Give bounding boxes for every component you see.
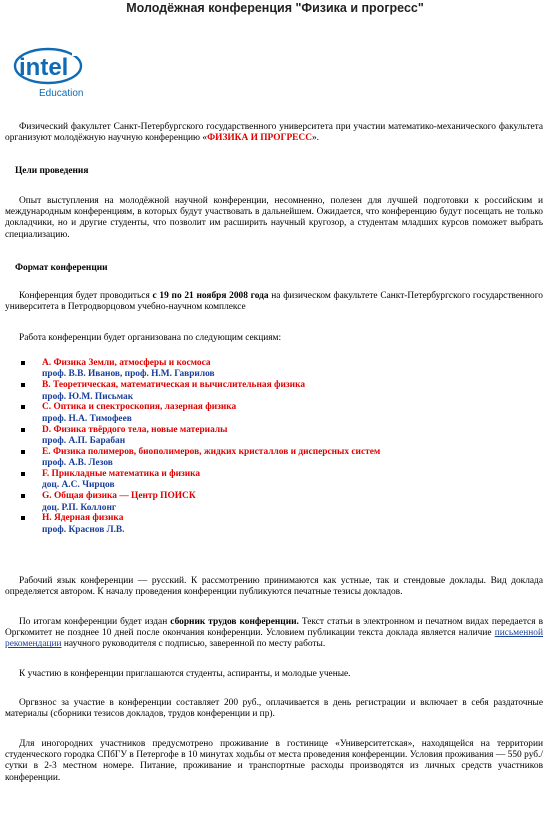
recommendation-link[interactable]: письменной рекомендации <box>5 628 543 650</box>
section-item: B. Теоретическая, математическая и вычислительная физика проф. Ю.М. Письмак <box>20 380 380 402</box>
invite-paragraph: К участию в конференции приглашаются студенты, аспиранты, и молодые ученые. <box>19 669 351 679</box>
format-heading: Формат конференции <box>15 263 108 273</box>
sections-list <box>20 358 380 536</box>
fee-paragraph: Оргвзнос за участие в конференции составляет 200 руб., оплачивается в день регистрации и включает в себя раздаточные материалы (сборники тезисов докладов, трудов конференции и пр). <box>5 698 543 720</box>
intel-education-logo <box>12 46 90 98</box>
svg-text:intel: intel <box>19 54 69 81</box>
proceedings-paragraph: По итогам конференции будет издан сборник трудов конференции. Текст статьи в электронном и печатном видах передается в Оргкомитет не позднее 10 дней после окончания конференции. Условием публикации текста доклада является наличие письменной рекомендации научного руководителя с подписью, заверенной по месту работы. <box>5 617 543 650</box>
section-item: D. Физика твёрдого тела, новые материалы проф. А.П. Барабан <box>20 425 380 447</box>
conference-name: ФИЗИКА И ПРОГРЕСС <box>207 133 312 144</box>
housing-paragraph: Для иногородних участников предусмотрено проживание в гостинице «Университетская», находящейся на территории студенческого городка СПбГУ в Петергофе в 10 минутах ходьбы от места проведения конференции. Условия проживания — 550 руб./сутки в 2-3 местном номере. Питание, проживание и транспортные расходы производятся из личных средств участников конференции. <box>5 739 543 783</box>
goals-heading: Цели проведения <box>15 166 89 176</box>
section-item: H. Ядерная физика проф. Краснов Л.В. <box>20 513 380 535</box>
section-item: G. Общая физика — Центр ПОИСК доц. Р.П. Коллонг <box>20 491 380 513</box>
conference-dates: с 19 по 21 ноября 2008 года <box>152 291 269 301</box>
section-item: C. Оптика и спектроскопия, лазерная физика проф. Н.А. Тимофеев <box>20 402 380 424</box>
page-title: Молодёжная конференция "Физика и прогресс" <box>126 1 424 15</box>
section-item: F. Прикладные математика и физика доц. А.С. Чирцов <box>20 469 380 491</box>
intro-paragraph: Физический факультет Санкт-Петербургского государственного университета при участии математико-механического факультета организуют молодёжную научную конференцию «ФИЗИКА И ПРОГРЕСС». <box>5 122 543 144</box>
svg-text:Education: Education <box>39 88 84 98</box>
section-item: E. Физика полимеров, биополимеров, жидких кристаллов и дисперсных систем проф. А.В. Лезов <box>20 447 380 469</box>
sections-intro: Работа конференции будет организована по следующим секциям: <box>19 333 282 343</box>
language-paragraph: Рабочий язык конференции — русский. К рассмотрению принимаются как устные, так и стендовые доклады. Вид доклада определяется автором. К началу проведения конференции публикуются печатные тезисы докладов. <box>5 576 543 598</box>
section-item: A. Физика Земли, атмосферы и космоса проф. В.В. Иванов, проф. Н.М. Гаврилов <box>20 358 380 380</box>
goals-paragraph: Опыт выступления на молодёжной научной конференции, несомненно, полезен для лучшей подготовки к российским и международным конференциям, в которых будут участвовать в дальнейшем. Ожидается, что конференцию будут посещать не только докладчики, но и другие студенты, что позволит им расширить научный кругозор, а студентам младших курсов поможет выбрать специализацию. <box>5 196 543 240</box>
format-paragraph: Конференция будет проводиться с 19 по 21 ноября 2008 года на физическом факультете Санкт-Петербургского государственного университета в Петродворцовом учебно-научном комплексе <box>5 291 543 313</box>
